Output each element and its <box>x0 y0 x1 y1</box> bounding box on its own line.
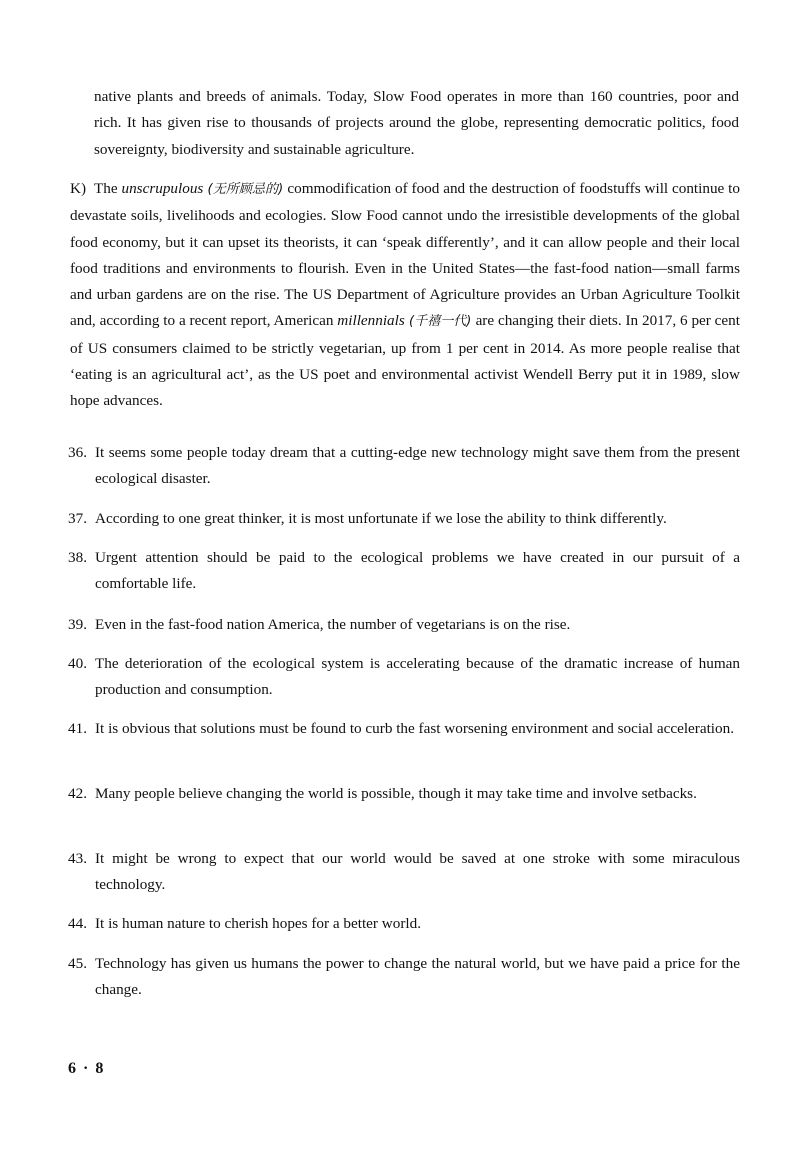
statement-number: 43. <box>68 850 87 867</box>
page-number-value: 8 <box>95 1060 105 1077</box>
section-k-text-3: are changing their diets. In 2017, 6 per cent of US consumers claimed to be strictly vegetarian, up from 1 per cent in 2014. As more people realise that ‘eating is an agricultural act’, as the US poet and environmental activist Wendell Berry put it in 1989, slow hope advances. <box>70 312 740 410</box>
statement-text: It is obvious that solutions must be found to curb the fast worsening environment and social acceleration. <box>95 720 735 737</box>
statement-number: 38. <box>68 549 87 566</box>
section-k-gloss-1: (无所顾忌的) <box>203 182 288 197</box>
statement-number: 44. <box>68 915 87 932</box>
statement-number: 36. <box>68 444 87 461</box>
section-k-text-1: The <box>94 180 122 197</box>
statement-text: According to one great thinker, it is most unfortunate if we lose the ability to think differently. <box>95 510 667 527</box>
page-number-separator: · <box>83 1060 90 1077</box>
statement-item <box>68 651 740 703</box>
statement-number: 42. <box>68 785 87 802</box>
statement-item <box>68 716 740 742</box>
page-number <box>68 1060 104 1078</box>
statement-item <box>68 951 740 1003</box>
statement-item <box>68 545 740 597</box>
statement-number: 45. <box>68 955 87 972</box>
statement-item <box>68 612 740 638</box>
statement-item <box>68 781 740 807</box>
intro-paragraph: native plants and breeds of animals. Today, Slow Food operates in more than 160 countries, poor and rich. It has given rise to thousands of projects around the globe, representing democratic politics, food sovereignty, biodiversity and sustainable agriculture. <box>94 88 739 158</box>
statement-text: Even in the fast-food nation America, the number of vegetarians is on the rise. <box>95 616 571 633</box>
statement-text: It seems some people today dream that a cutting-edge new technology might save them from the present ecological disaster. <box>95 444 740 487</box>
statement-number: 37. <box>68 510 87 527</box>
statement-text: Technology has given us humans the power to change the natural world, but we have paid a price for the change. <box>95 955 740 998</box>
section-k-marker: K) <box>70 180 87 197</box>
statement-text: Urgent attention should be paid to the ecological problems we have created in our pursuit of a comfortable life. <box>95 549 740 592</box>
section-k-text-2: commodification of food and the destruction of foodstuffs will continue to devastate soils, livelihoods and ecologies. Slow Food cannot undo the irresistible developments of the global food economy, but it can upset its theorists, it can ‘speak differently’, and it can allow people and their local food traditions and environments to flourish. Even in the United States—the fast-food nation—small farms and urban gardens are on the rise. The US Department of Agriculture provides an Urban Agriculture Toolkit and, according to a recent report, American <box>70 180 740 330</box>
section-k-gloss-2: (千禧一代) <box>404 314 476 330</box>
statement-number: 39. <box>68 616 87 633</box>
statement-text: Many people believe changing the world is possible, though it may take time and involve setbacks. <box>95 785 697 802</box>
page-section-number: 6 <box>68 1060 77 1077</box>
statement-item <box>68 846 740 898</box>
statement-item <box>68 911 740 937</box>
section-k-paragraph <box>70 176 740 415</box>
section-k-term-unscrupulous: unscrupulous <box>121 180 204 197</box>
statement-number: 40. <box>68 655 87 672</box>
statement-text: The deterioration of the ecological system is accelerating because of the dramatic increase of human production and consumption. <box>95 655 740 698</box>
statement-text: It is human nature to cherish hopes for a better world. <box>95 915 422 932</box>
statement-item <box>68 440 740 492</box>
statement-text: It might be wrong to expect that our world would be saved at one stroke with some miraculous technology. <box>95 850 740 893</box>
statement-item <box>68 506 740 532</box>
statement-number: 41. <box>68 720 87 737</box>
section-k-term-millennials: millennials <box>337 312 405 330</box>
